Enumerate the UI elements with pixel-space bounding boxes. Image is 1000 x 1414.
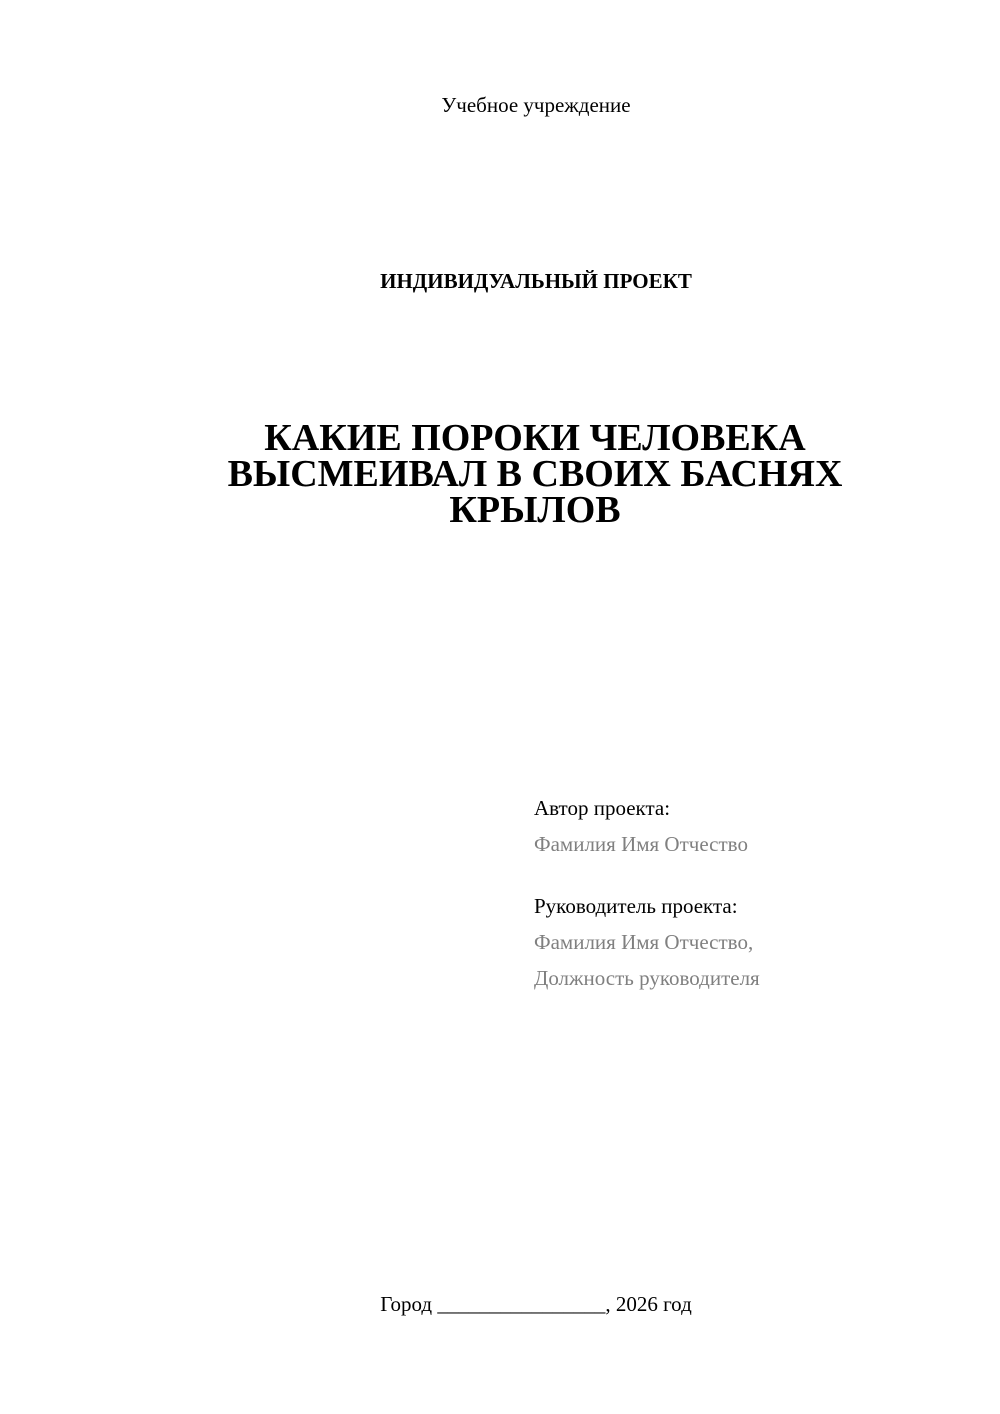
project-title-line: ВЫСМЕИВАЛ В СВОИХ БАСНЯХ — [227, 453, 843, 495]
project-type-heading: ИНДИВИДУАЛЬНЫЙ ПРОЕКТ — [380, 269, 692, 293]
info-spacer — [534, 862, 954, 888]
project-title-line: КАКИЕ ПОРОКИ ЧЕЛОВЕКА — [264, 417, 806, 459]
city-year-footer: Город ________________, 2026 год — [380, 1292, 692, 1316]
supervisor-position: Должность руководителя — [534, 966, 760, 990]
institution-name: Учебное учреждение — [441, 93, 631, 117]
project-title — [170, 417, 900, 531]
project-title-line: КРЫЛОВ — [449, 489, 621, 531]
author-name: Фамилия Имя Отчество — [534, 832, 748, 856]
project-info-block — [534, 790, 954, 996]
author-label: Автор проекта: — [534, 796, 671, 820]
supervisor-name: Фамилия Имя Отчество, — [534, 930, 754, 954]
supervisor-label: Руководитель проекта: — [534, 894, 738, 918]
